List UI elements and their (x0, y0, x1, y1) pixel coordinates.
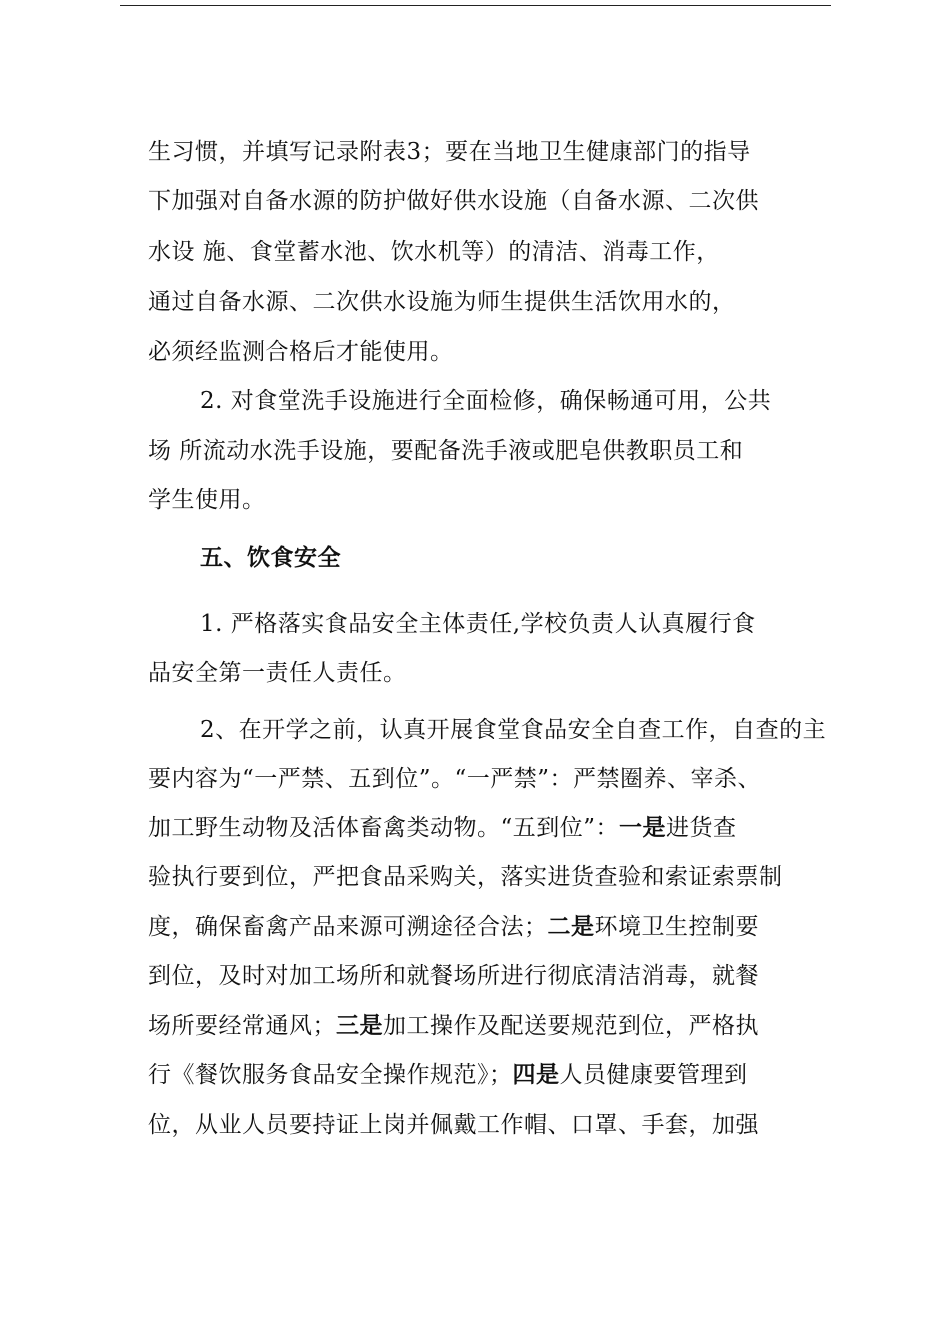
section-heading: 五、饮食安全 (200, 545, 341, 571)
paragraph-line: 2、在开学之前，认真开展食堂食品安全自查工作，自查的主 (200, 717, 827, 743)
paragraph-line: 通过自备水源、二次供水设施为师生提供生活饮用水的， (148, 289, 736, 315)
paragraph-line: 水设 施、食堂蓄水池、饮水机等）的清洁、消毒工作， (148, 239, 720, 265)
line-text: 人员健康要管理到 (559, 1062, 748, 1088)
paragraph-line: 必须经监测合格后才能使用。 (148, 339, 454, 365)
paragraph-line: 场 所流动水洗手设施，要配备洗手液或肥皂供教职员工和 (148, 438, 744, 464)
paragraph-line (148, 813, 737, 843)
paragraph-line: 2. 对食堂洗手设施进行全面检修，确保畅通可用，公共 (200, 388, 772, 414)
paragraph-line: 下加强对自备水源的防护做好供水设施（自备水源、二次供 (148, 188, 759, 214)
line-text: 场所要经常通风； (148, 1013, 336, 1039)
line-text: 环境卫生控制要 (594, 914, 759, 940)
paragraph-line: 要内容为“一严禁、五到位”。“一严禁”：严禁圈养、宰杀、 (148, 766, 762, 792)
paragraph-line: 品安全第一责任人责任。 (148, 660, 407, 686)
paragraph-line: 位，从业人员要持证上岗并佩戴工作帽、口罩、手套，加强 (148, 1112, 759, 1138)
line-text: 进货查 (666, 815, 737, 841)
header-rule (120, 5, 831, 6)
bold-marker: 三是 (336, 1013, 383, 1039)
paragraph-line (148, 912, 759, 942)
paragraph-line: 验执行要到位，严把食品采购关，落实进货查验和索证索票制 (148, 864, 783, 890)
line-text: 加工操作及配送要规范到位，严格执 (383, 1013, 759, 1039)
line-text: 加工野生动物及活体畜禽类动物。“五到位”： (148, 815, 620, 841)
paragraph-line: 1. 严格落实食品安全主体责任,学校负责人认真履行食 (200, 611, 756, 637)
bold-marker: 一是 (619, 815, 667, 841)
paragraph-line: 到位，及时对加工场所和就餐场所进行彻底清洁消毒，就餐 (148, 963, 759, 989)
line-text: 行《餐饮服务食品安全操作规范》； (148, 1062, 513, 1088)
paragraph-line (148, 1060, 748, 1090)
bold-marker: 二是 (547, 914, 595, 940)
bold-marker: 四是 (512, 1062, 560, 1088)
line-text: 度，确保畜禽产品来源可溯途径合法； (148, 914, 548, 940)
paragraph-line: 学生使用。 (148, 487, 266, 513)
paragraph-line (148, 1011, 759, 1041)
paragraph-line: 生习惯，并填写记录附表3；要在当地卫生健康部门的指导 (148, 139, 751, 165)
